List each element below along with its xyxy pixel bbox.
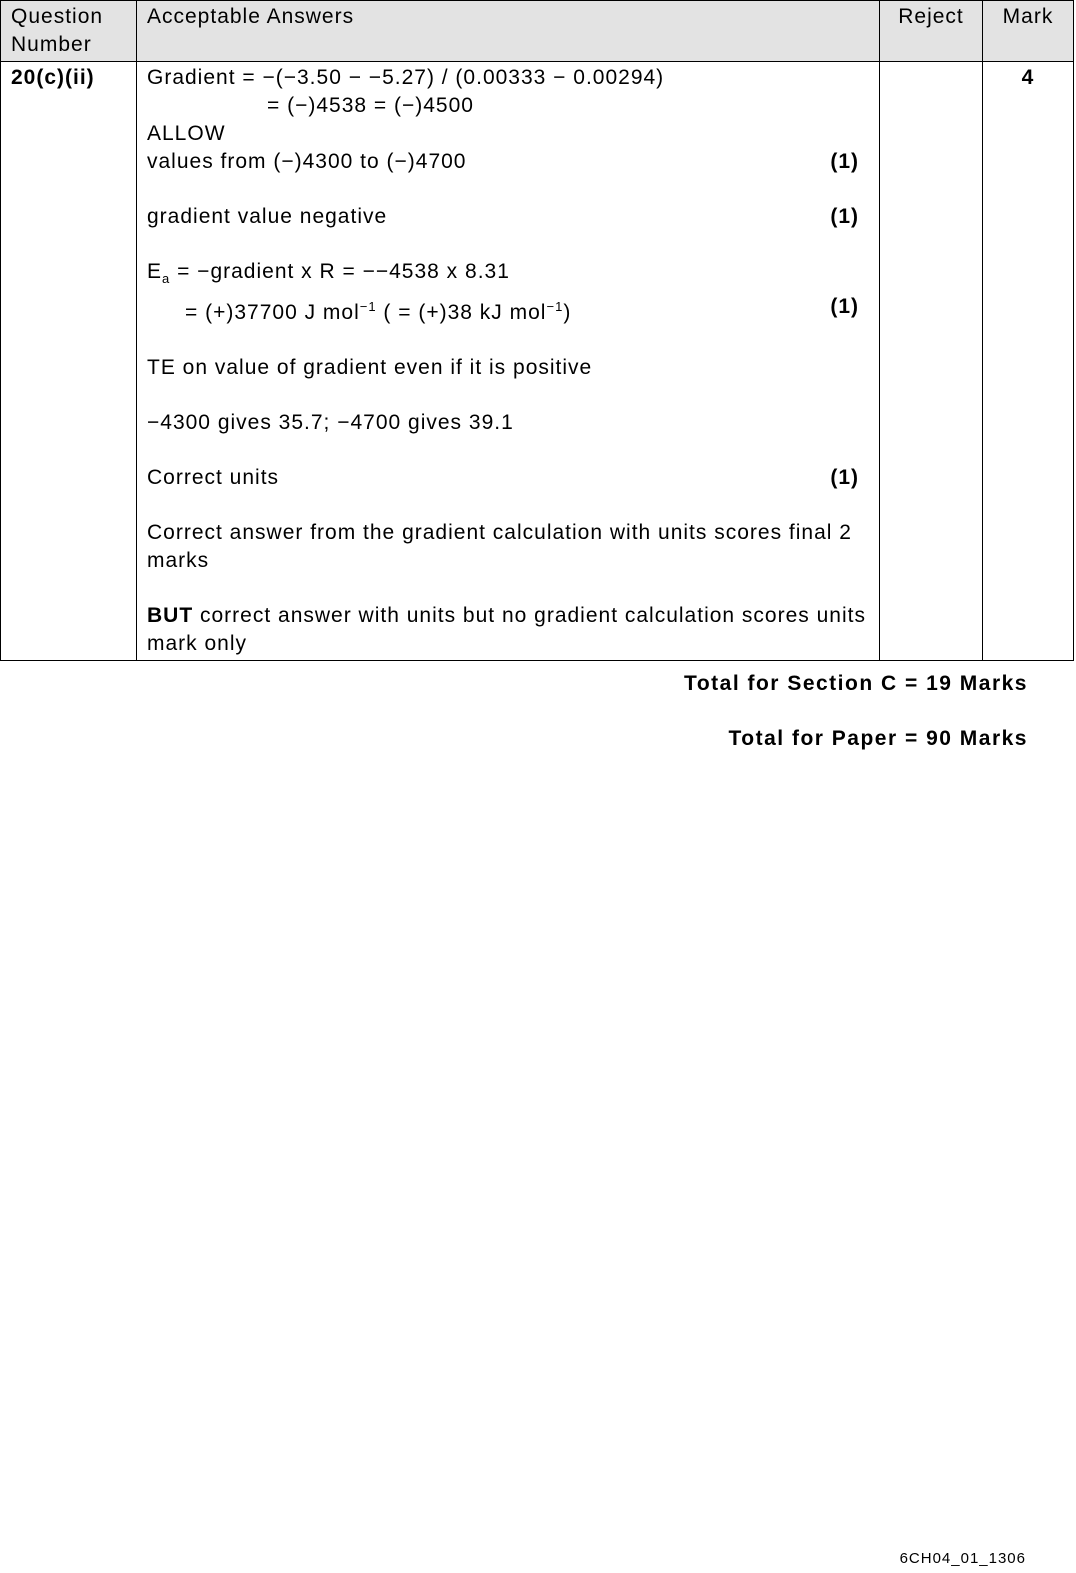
but-text: correct answer with units but no gradient calculation scores units mark only bbox=[147, 604, 866, 656]
but-label: BUT bbox=[147, 604, 194, 628]
ea-symbol: E bbox=[147, 260, 163, 283]
ea-result-row bbox=[147, 293, 869, 327]
total-section-c: Total for Section C = 19 Marks bbox=[684, 672, 1028, 695]
mark-3: (1) bbox=[830, 295, 859, 319]
mark-scheme-table bbox=[0, 0, 1074, 661]
header-question-number: Question Number bbox=[1, 1, 137, 62]
header-reject: Reject bbox=[880, 1, 983, 62]
ea-result-sup2: −1 bbox=[546, 299, 564, 315]
mark-4: (1) bbox=[830, 466, 859, 490]
total-paper: Total for Paper = 90 Marks bbox=[728, 727, 1028, 750]
mark-cell: 4 bbox=[983, 62, 1074, 661]
gradient-result-line: = (−)4538 = (−)4500 bbox=[267, 94, 474, 117]
allow-values-text: values from (−)4300 to (−)4700 bbox=[147, 150, 467, 173]
negative-text: gradient value negative bbox=[147, 205, 388, 228]
final-marks-note: Correct answer from the gradient calculation with units scores final 2 marks bbox=[147, 521, 852, 573]
ea-result-text bbox=[147, 293, 571, 327]
te-line: TE on value of gradient even if it is positive bbox=[147, 356, 593, 380]
ea-result-part1: = (+)37700 J mol bbox=[185, 301, 360, 325]
gradient-line: Gradient = −(−3.50 − −5.27) / (0.00333 − 0.00294) bbox=[147, 66, 665, 89]
page-footer-code: 6CH04_01_1306 bbox=[899, 1550, 1026, 1567]
header-mark: Mark bbox=[983, 1, 1074, 62]
negative-row bbox=[147, 203, 869, 231]
table-row bbox=[1, 62, 1074, 661]
mark-2: (1) bbox=[830, 205, 859, 228]
but-note bbox=[147, 602, 869, 658]
question-number-cell: 20(c)(ii) bbox=[1, 62, 137, 661]
units-text: Correct units bbox=[147, 466, 280, 490]
table-header-row bbox=[1, 1, 1074, 62]
ea-result-part2: ( = (+)38 kJ mol bbox=[376, 301, 547, 325]
ea-result-part3: ) bbox=[563, 301, 572, 325]
allow-line: ALLOW bbox=[147, 122, 226, 145]
ea-result-sup1: −1 bbox=[359, 299, 377, 315]
acceptable-answers-cell bbox=[137, 62, 880, 661]
ea-subscript: a bbox=[162, 271, 171, 287]
units-row bbox=[147, 464, 869, 492]
mark-1: (1) bbox=[830, 150, 859, 173]
reject-cell bbox=[880, 62, 983, 661]
header-acceptable-answers: Acceptable Answers bbox=[137, 1, 880, 62]
allow-values-row bbox=[147, 148, 869, 176]
examples-line: −4300 gives 35.7; −4700 gives 39.1 bbox=[147, 411, 514, 435]
ea-expression: = −gradient x R = −−4538 x 8.31 bbox=[170, 260, 510, 283]
ea-line bbox=[147, 258, 869, 293]
